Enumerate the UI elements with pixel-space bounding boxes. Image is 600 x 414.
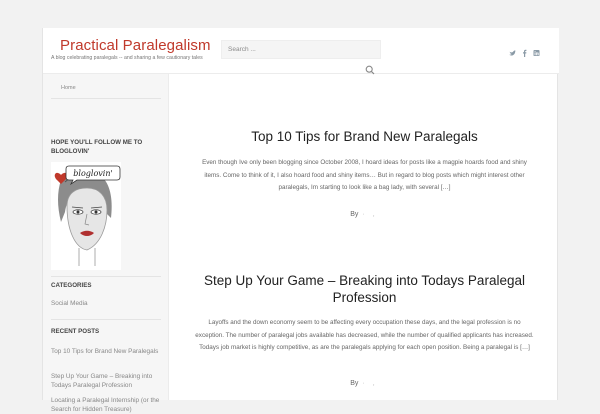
- meta-separator: ,: [372, 211, 375, 218]
- social-links: [509, 44, 540, 52]
- post-meta: [180, 380, 549, 387]
- recent-post-link[interactable]: Top 10 Tips for Brand New Paralegals: [51, 348, 159, 355]
- sidebar-divider: [51, 98, 161, 99]
- site-title-link[interactable]: Practical Paralegalism: [60, 37, 211, 54]
- site-header: [43, 28, 559, 74]
- bloglovin-badge[interactable]: [51, 162, 121, 270]
- recent-posts-heading: RECENT POSTS: [51, 328, 100, 335]
- recent-post-link[interactable]: Locating a Paralegal Internship (or the Search for Hidden Treasure): [51, 397, 160, 413]
- meta-separator: ,: [372, 380, 375, 387]
- site-description: A blog celebrating paralegals -- and sharing a few cautionary tales: [51, 55, 203, 61]
- meta-separator: ·: [362, 380, 365, 387]
- post-title[interactable]: Top 10 Tips for Brand New Paralegals: [251, 129, 478, 144]
- sidebar-divider: [51, 319, 161, 320]
- facebook-icon[interactable]: [521, 44, 528, 52]
- badge-text: bloglovin': [73, 169, 113, 178]
- sidebar-divider: [51, 276, 161, 277]
- post-meta: [180, 211, 549, 218]
- page-container: [42, 28, 558, 413]
- linkedin-icon[interactable]: [533, 44, 540, 52]
- twitter-icon[interactable]: [509, 44, 516, 52]
- post-title[interactable]: Step Up Your Game – Breaking into Todays Paralegal Profession: [204, 273, 525, 305]
- categories-heading: CATEGORIES: [51, 282, 92, 289]
- post-author-label: By: [350, 211, 359, 218]
- recent-post-link[interactable]: Step Up Your Game – Breaking into Todays Paralegal Profession: [51, 373, 153, 389]
- meta-separator: ·: [362, 211, 365, 218]
- post-excerpt: Layoffs and the down economy seem to be affecting every occupation these days, and the legal profession is no exception. The number of paralegal jobs available has decreased, while the number of qualified applicants has increased. Todays job market is highly competitive, as are the paralegals applying for each open position. Being a paralegal is […]: [195, 319, 534, 351]
- sidebar: [43, 74, 169, 413]
- post-author-label: By: [350, 380, 359, 387]
- follow-heading: HOPE YOU'LL FOLLOW ME TO BLOGLOVIN': [51, 139, 143, 155]
- search-input[interactable]: [221, 40, 381, 59]
- main-content: [170, 74, 559, 400]
- category-link[interactable]: Social Media: [51, 300, 88, 307]
- sidebar-home-link[interactable]: Home: [61, 85, 76, 91]
- post-excerpt: Even though Ive only been blogging since October 2008, I hoard ideas for posts like a magpie hoards food and shiny items. Come to think of it, I also hoard food and shiny items… But in regard to blog posts which might interest other paralegals, Im starting to look like a bag lady, with several […]: [202, 159, 527, 191]
